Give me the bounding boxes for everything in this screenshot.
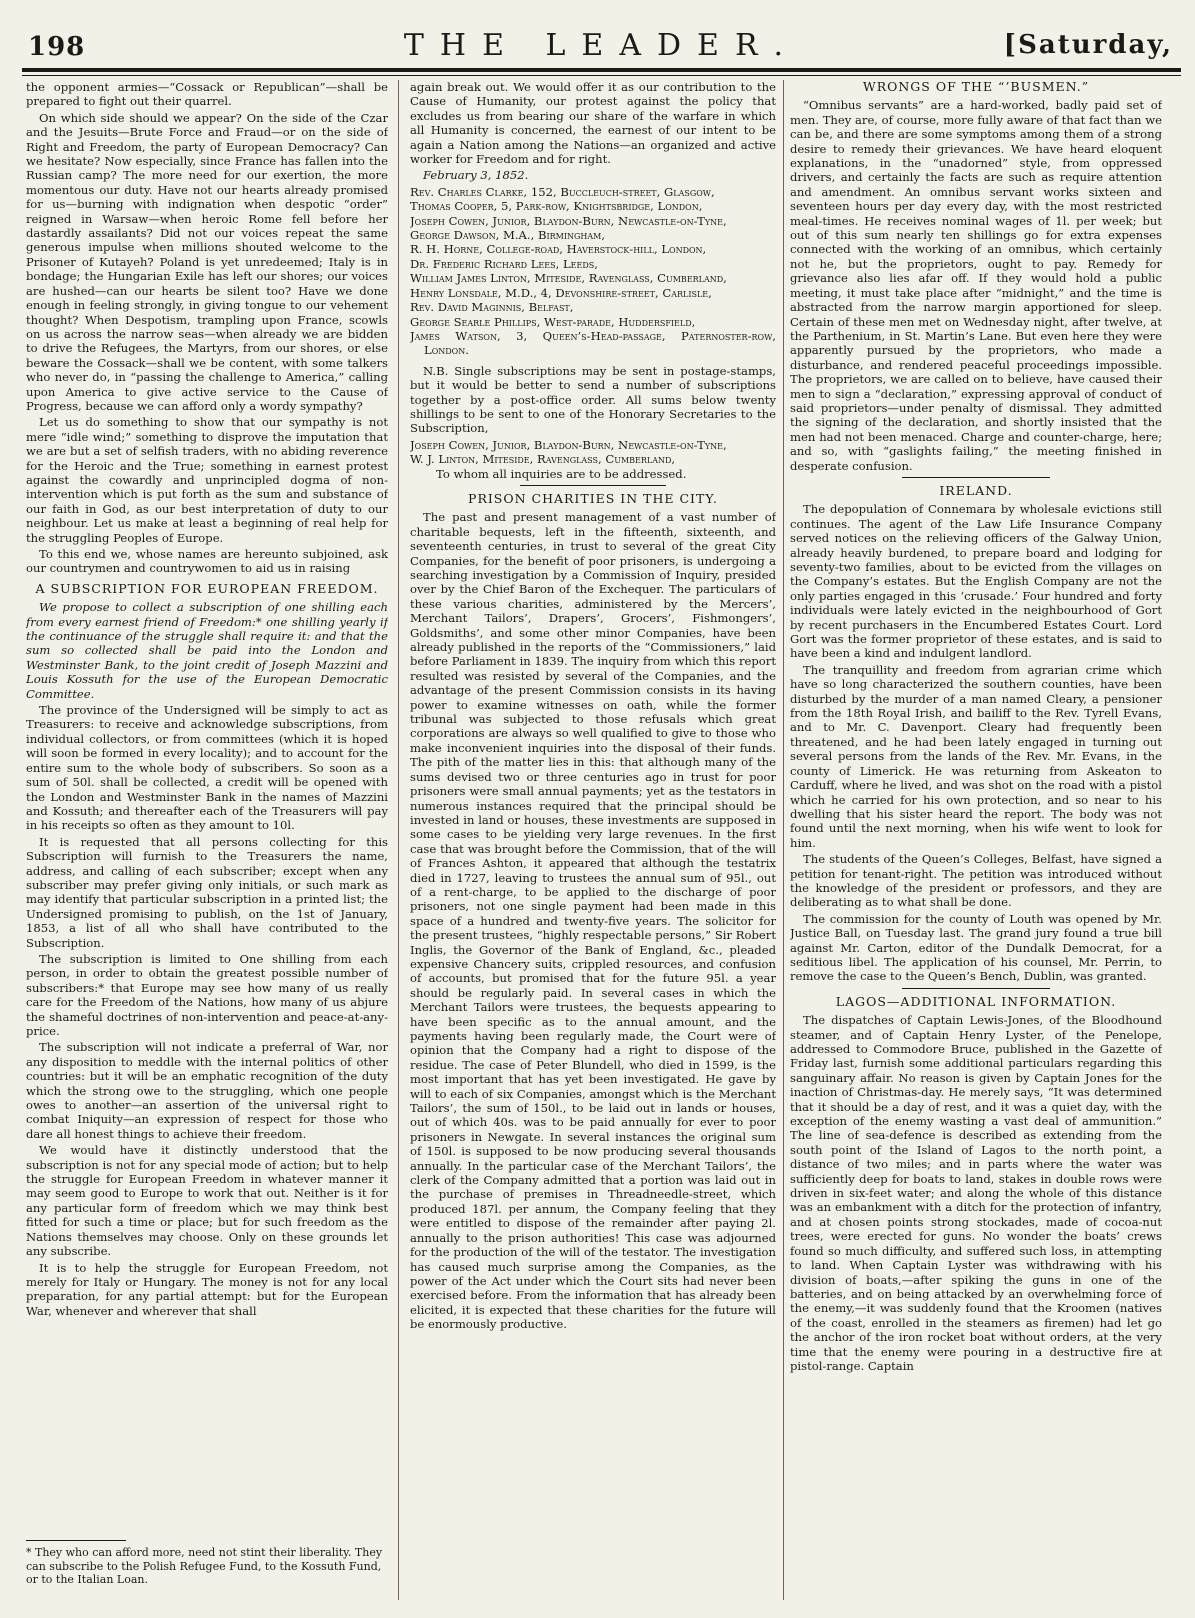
signatories-list [410,185,776,358]
section-heading: IRELAND. [939,482,1013,498]
signatory: George Searle Phillips, West-parade, Huddersfield, [410,314,696,329]
signatory: Henry Lonsdale, M.D., 4, Devonshire-street, Carlisle, [410,285,712,300]
column-divider [398,80,399,1600]
paragraph: To whom all inquiries are to be addressed. [436,466,687,481]
paragraph: again break out. We would offer it as our contribution to the Cause of Humanity, our protest against the policy that excludes us from bearing our share of the warfare in which all Humanity is concerned, the earnest of our intent to be again a Nation among the Nations—an organized and active worker for Freedom and for right. [410,80,776,167]
dateline: February 3, 1852. [423,168,529,183]
paragraph: the opponent armies—“Cossack or Republican”—shall be prepared to fight out their quarrel. [26,80,388,109]
column-divider [783,80,784,1600]
signatory: William James Linton, Miteside, Ravenglass, Cumberland, [410,271,727,286]
paragraph: On which side should we appear? On the side of the Czar and the Jesuits—Brute Force and Fraud—or on the side of Right and Freedom, the party of European Democracy? Can we hesitate? Now especially, since France has fallen into the Russian camp? The more need for our exertion, the more momentous our duty. Have not our hearts already promised for us—burning with indignation when despotic “order” reigned in Warsaw—when heroic Rome fell before her dastardly assailants? Did not our voices repeat the same generous impulse when millions shouted welcome to the Prisoner of Kutayeh? Poland is yet unredeemed; Italy is in bondage; the Hungarian Exile has left our shores; our voices are hushed—can our hearts be silent too? Have we done enough in feeling strongly, in giving tongue to our vehement thought? When Despotism, trampling upon France, scowls on us across the narrow seas—when already we are bidden to drive the Refugees, the Martyrs, from our shores, or else beware the Cossack—shall we be content, with some talkers who never do, in “passing the challenge to America,” calling upon America to give active service to the Cause of Progress, because we can afford only a wordy sympathy? [26,110,388,413]
paragraph: The depopulation of Connemara by wholesale evictions still continues. The agent of the Law Life Insurance Company served notices on the relieving officers of the Galway Union, already heavily burdened, to prepare board and lodging for seventy-two families, about to be evicted from the villages on the Company’s estates. But the English Company are not the only parties engaged in this ‘crusade.’ Four hundred and forty individuals were lately evicted in the neighbourhood of Gort by recent purchasers in the Encumbered Estates Court. Lord Gort was the former proprietor of these estates, and is said to have been a kind and indulgent landlord. [790,502,1162,661]
column-1 [26,80,388,1600]
signatory: James Watson, 3, Queen’s-Head-passage, Paternoster-row, London. [410,328,776,358]
paragraph: The province of the Undersigned will be simply to act as Treasurers: to receive and acknowledge subscriptions, from individual collectors, or from committees (which it is hoped will soon be formed in every locality); and to account for the entire sum to the whole body of subscribers. So soon as a sum of 50l. shall be collected, a credit will be opened with the London and Westminster Bank in the names of Mazzini and Kossuth; and thereafter each of the Treasurers will pay in his receipts so often as they amount to 10l. [26,703,388,833]
section-rule [902,988,1051,989]
paragraph: The subscription will not indicate a preferral of War, nor any disposition to meddle with the internal politics of other countries: but it will be an emphatic recognition of the duty which the strong owe to the struggling, which one people owes to another—an assertion of the universal right to combat Iniquity—an expression of respect for those who dare all honest things to achieve their freedom. [26,1040,388,1141]
masthead-rule-thin [22,75,1181,76]
paragraph: We would have it distinctly understood that the subscription is not for any special mode of action; but to help the struggle for European Freedom in whatever manner it may seem good to Europe to work that out. Neither is it for any particular form of freedom which we may think best fitted for such a time or place; but for such freedom as the Nations themselves may choose. Only on these grounds let any subscribe. [26,1143,388,1259]
paragraph: The tranquillity and freedom from agrarian crime which have so long characterized the southern counties, have been disturbed by the murder of a man named Cleary, a pensioner from the 18th Royal Irish, and bailiff to the Rev. Tyrell Evans, and to Mr. C. Davenport. Cleary had frequently been threatened, and he had been lately engaged in turning out several persons from the lands of the Rev. Mr. Evans, in the county of Limerick. He was returning from Askeaton to Carduff, where he lived, and was shot on the road with a pistol which he carried for his own protection, and so near to his dwelling that his sister heard the report. The body was not found until the next morning, when his wife went to look for him. [790,662,1162,850]
signatory: George Dawson, M.A., Birmingham, [410,228,606,243]
column-2 [410,80,776,1600]
paragraph: It is requested that all persons collecting for this Subscription will furnish to the Treasurers the name, address, and calling of each subscriber; except when any subscriber may prefer giving only initials, or such mark as may identify that particular subscription in a printed list; the Undersigned promising to publish, on the 1st of January, 1853, a list of all who shall have contributed to the Subscription. [26,834,388,950]
paragraph: The subscription is limited to One shilling from each person, in order to obtain the greatest possible number of subscribers:* that Europe may see how many of us really care for the Freedom of the Nations, how many of us abjure the shameful doctrines of non-intervention and peace-at-any-price. [26,951,388,1038]
issue-day: [Saturday, [1003,30,1173,60]
signatory: Thomas Cooper, 5, Park-row, Knightsbridge, London, [410,199,703,214]
section-heading: PRISON CHARITIES IN THE CITY. [468,490,718,506]
signatory: Rev. Charles Clarke, 152, Buccleuch-street, Glasgow, [410,184,715,199]
paragraph: The dispatches of Captain Lewis-Jones, of the Bloodhound steamer, and of Captain Henry Lyster, of the Penelope, addressed to Commodore Bruce, published in the Gazette of Friday last, furnish some additional particulars regarding this sanguinary affair. No reason is given by Captain Jones for the inaction of Christmas-day. He merely says, “It was determined that it should be a day of rest, and it was a quiet day, with the exception of the enemy wasting a vast deal of ammunition.” The line of sea-defence is described as extending from the south point of the Island of Lagos to the north point, a distance of two miles; and in parts where the water was sufficiently deep for boats to land, stakes in double rows were driven in six-feet water; and along the whole of this distance was an embankment with a ditch for the protection of infantry, and at chosen points strong stockades, made of cocoa-nut trees, were erected for guns. No wonder the boats’ crews found so much difficulty, and suffered such loss, in attempting to land. When Captain Lyster was withdrawing with his division of boats,—after spiking the guns in one of the batteries, and on being attacked by an overwhelming force of the enemy,—it was suddenly found that the Kroomen (natives of the coast, enrolled in the steamers as firemen) had let go the anchor of the iron rocket boat without orders, at the very time that the enemy were pouring in a destructive fire at pistol-range. Captain [790,1013,1162,1373]
signatory: Joseph Cowen, Junior, Blaydon-Burn, Newcastle-on-Tyne, [410,213,727,228]
paragraph: To this end we, whose names are hereunto subjoined, ask our countrymen and countrywomen to aid us in raising [26,547,388,576]
section-rule [520,485,666,486]
signatory: Rev. David Maginnis, Belfast, [410,300,574,315]
section-heading: WRONGS OF THE “’BUSMEN.” [862,80,1090,94]
page-number: 198 [28,32,86,62]
paragraph: The commission for the county of Louth was opened by Mr. Justice Ball, on Tuesday last. The grand jury found a true bill against Mr. Carton, editor of the Dundalk Democrat, for a seditious libel. The application of his counsel, Mr. Perrin, to remove the case to the Queen’s Bench, Dublin, was granted. [790,911,1162,984]
italic-paragraph: We propose to collect a subscription of one shilling each from every earnest friend of Freedom:* one shilling yearly if the continuance of the struggle shall require it: and that the sum so collected shall be paid into the London and Westminster Bank, to the joint credit of Joseph Mazzini and Louis Kossuth for the use of the European Democratic Committee. [26,600,388,701]
footnote: * They who can afford more, need not stint their liberality. They can subscribe to the Polish Refugee Fund, to the Kossuth Fund, or to the Italian Loan. [26,1546,383,1586]
section-rule [902,477,1051,478]
masthead-rule [22,68,1181,72]
column-3 [790,80,1162,1600]
paragraph: The past and present management of a vast number of charitable bequests, left in the fifteenth, sixteenth, and seventeenth centuries, in trust to several of the great City Companies, for the benefit of poor prisoners, is undergoing a searching investigation by a Commission of Inquiry, presided over by the Chief Baron of the Exchequer. The particulars of these various charities, administered by the Mercers’, Merchant Tailors’, Drapers’, Grocers’, Fishmongers’, Goldsmiths’, and some other minor Companies, have been already published in the reports of the “Commissioners,” laid before Parliament in 1839. The inquiry from which this report resulted was resisted by several of the Companies, and the advantage of the present Commission consists in its having power to examine witnesses on oath, while the former tribunal was subjected to those refusals which great corporations are always so well qualified to give to those who make inconvenient inquiries into the disposal of their funds. The pith of the matter lies in this: that although many of the sums devised two or three centuries ago in trust for poor prisoners were small annual payments; yet as the testators in numerous instances required that the principal should be invested in land or houses, these investments are supposed in some cases to be yielding very large revenues. In the first case that was brought before the Commission, that of the will of Frances Ashton, it appeared that although the testatrix died in 1727, leaving to trustees the annual sum of 95l., out of a rent-charge, to be applied to the discharge of poor prisoners, not one single payment had been made in this space of a hundred and twenty-five years. The solicitor for the present trustees, “highly respectable persons,” Sir Robert Inglis, the Governor of the Bank of England, &c., pleaded expensive Chancery suits, crippled resources, and confusion of accounts, but promised that for the future 95l. a year should be regularly paid. In several cases in which the Merchant Tailors were trustees, the bequests appearing to have been specific as to the annual amount, and the payments having been regularly made, the Court were of opinion that the Company had a right to dispose of the residue. The case of Peter Blundell, who died in 1599, is the most important that has yet been investigated. He gave by will to each of six Companies, amongst which is the Merchant Tailors’, the sum of 150l., to be laid out in lands or houses, out of which 40s. was to be paid annually for ever to poor prisoners in Newgate. In several instances the original sum of 150l. is supposed to be now producing several thousands annually. In the particular case of the Merchant Tailors’, the clerk of the Company admitted that a portion was laid out in the purchase of premises in Threadneedle-street, which produced 187l. per annum, the Company feeling that they were entitled to dispose of the remainder after paying 2l. annually to the prison authorities! This case was adjourned for the production of the will of the testator. The investigation has caused much surprise among the Companies, as the power of the Act under which the Court sits had never been exercised before. From the information that has already been elicited, it is expected that these charities for the future will be enormously productive. [410,510,776,1332]
paragraph: It is to help the struggle for European Freedom, not merely for Italy or Hungary. The money is not for any local preparation, for any partial attempt: but for the European War, whenever and wherever that shall [26,1260,388,1318]
signatory: Dr. Frederic Richard Lees, Leeds, [410,256,598,271]
section-heading: A SUBSCRIPTION FOR EUROPEAN FREEDOM. [35,580,379,596]
secretaries-list [410,438,776,467]
paragraph: N.B. Single subscriptions may be sent in postage-stamps, but it would be better to send a number of subscriptions together by a post-office order. All sums below twenty shillings to be sent to one of the Honorary Secretaries to the Subscription, [410,363,776,436]
paragraph: The students of the Queen’s Colleges, Belfast, have signed a petition for tenant-right. The petition was introduced without the knowledge of the president or professors, and they are deliberating as to what shall be done. [790,852,1162,910]
secretary: W. J. Linton, Miteside, Ravenglass, Cumberland, [410,452,676,467]
footnote-rule [26,1540,126,1541]
masthead [22,22,1181,66]
paragraph: “Omnibus servants” are a hard-worked, badly paid set of men. They are, of course, more fully aware of that fact than we can be, and there are some symptoms among them of a strong desire to remedy their grievances. We have heard eloquent explanations, in the “unadorned” style, from oppressed drivers, and certainly the facts are such as require attention and amendment. An omnibus servant works sixteen and seventeen hours per day every day, with the most restricted meal-times. He receives nominal wages of 1l. per week; but out of this sum nearly ten shillings go for extra expenses connected with the working of an omnibus, which certainly not he, but the proprietors, ought to pay. Remedy for grievance also lies afar off. If they would hold a public meeting, it must take place after “midnight,” and the time is abstracted from the narrow margin apportioned for sleep. Certain of these men met on Wednesday night, after twelve, at the Parthenium, in St. Martin’s Lane. But even here they were apparently pursued by the proprietors, who made a disturbance, and rendered peaceful proceedings impossible. The proprietors, we are called on to believe, have caused their men to sign a “declaration,” expressing approval of conduct of said proprietors—under penalty of dismissal. They admitted the signing of the declaration, and shortly insisted that the men had not been menaced. Charge and counter-charge, here; and so, with “gaslights failing,” the meeting finished in desperate confusion. [790,98,1162,473]
signatory: R. H. Horne, College-road, Haverstock-hill, London, [410,242,707,257]
newspaper-title: THE LEADER. [403,28,800,63]
secretary: Joseph Cowen, Junior, Blaydon-Burn, Newcastle-on-Tyne, [410,437,727,452]
paragraph: Let us do something to show that our sympathy is not mere “idle wind;” something to disprove the imputation that we are but a set of selfish traders, with no abiding reverence for the Heroic and the True; something in earnest protest against the cowardly and unprincipled dogma of non-intervention which is put forth as the sum and substance of our faith in God, as our best interpretation of duty to our neighbour. Let us make at least a beginning of real help for the struggling Peoples of Europe. [26,415,388,545]
section-heading: LAGOS—ADDITIONAL INFORMATION. [835,993,1117,1009]
